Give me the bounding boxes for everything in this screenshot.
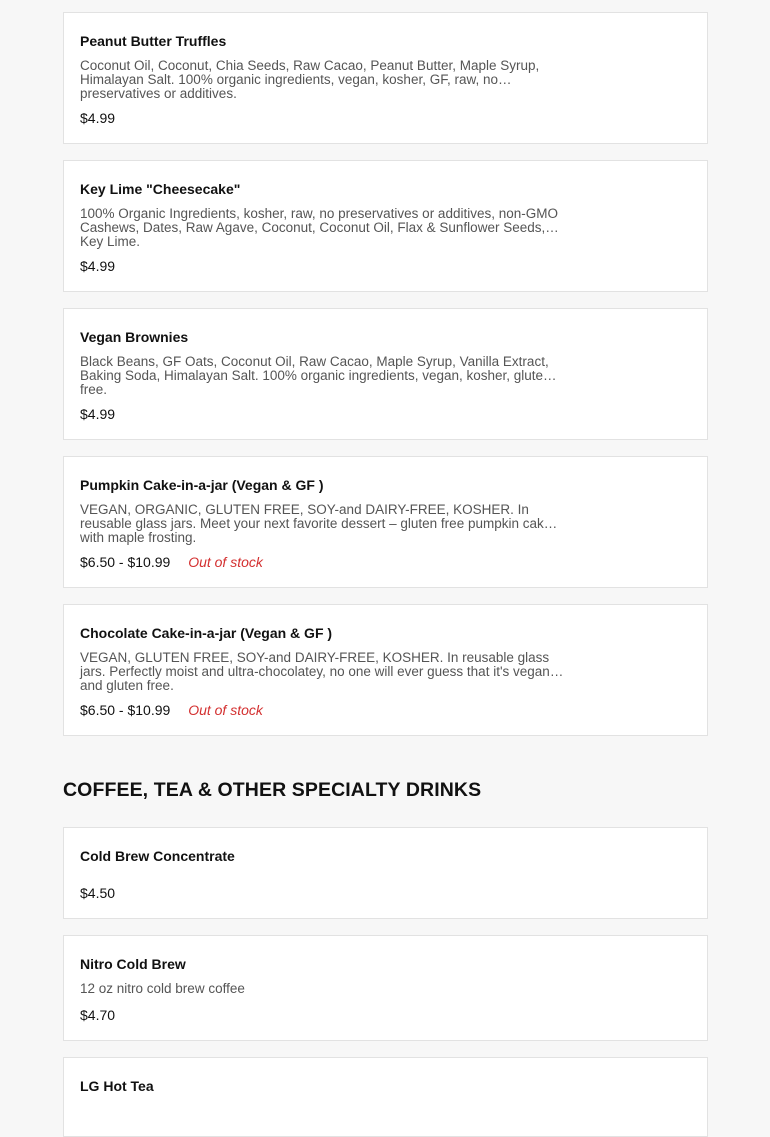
item-name: Vegan Brownies	[80, 329, 189, 345]
out-of-stock-badge: Out of stock	[188, 702, 263, 718]
item-description: 100% Organic Ingredients, kosher, raw, no preservatives or additives, non-GMO Cashews, Dates, Raw Agave, Coconut, Coconut Oil, Flax & Sunflower Seeds, Key Lime.	[80, 206, 558, 249]
menu-item-card[interactable]	[63, 456, 708, 588]
item-name: Cold Brew Concentrate	[80, 848, 235, 864]
item-price-row	[80, 1007, 115, 1023]
item-price-row	[80, 702, 263, 718]
menu-item-card[interactable]	[63, 12, 708, 144]
menu-item-card[interactable]	[63, 160, 708, 292]
item-name: LG Hot Tea	[80, 1078, 154, 1094]
item-price-row	[80, 554, 263, 570]
menu-item-card[interactable]	[63, 935, 708, 1041]
item-price: $4.99	[80, 110, 116, 126]
item-price: $6.50 - $10.99	[80, 702, 171, 718]
item-description: VEGAN, ORGANIC, GLUTEN FREE, SOY-and DAIRY-FREE, KOSHER. In reusable glass jars. Meet your next favorite dessert – gluten free pumpkin cake with maple frosting.	[80, 502, 552, 545]
out-of-stock-badge: Out of stock	[188, 554, 263, 570]
menu-item-card[interactable]	[63, 827, 708, 919]
item-price: $4.99	[80, 258, 116, 274]
menu-item-card[interactable]	[63, 604, 708, 736]
item-price: $4.70	[80, 1007, 116, 1023]
section-heading: COFFEE, TEA & OTHER SPECIALTY DRINKS	[63, 779, 482, 801]
item-price-row	[80, 885, 115, 901]
item-description: 12 oz nitro cold brew coffee	[80, 981, 245, 996]
item-description: Black Beans, GF Oats, Coconut Oil, Raw Cacao, Maple Syrup, Vanilla Extract, Baking Soda, Himalayan Salt. 100% organic ingredients, vegan, kosher, gluten free.	[80, 354, 551, 397]
item-price-row	[80, 258, 115, 274]
item-name: Key Lime "Cheesecake"	[80, 181, 241, 197]
item-name: Chocolate Cake-in-a-jar (Vegan & GF )	[80, 625, 333, 641]
item-name: Nitro Cold Brew	[80, 956, 186, 972]
item-name: Peanut Butter Truffles	[80, 33, 227, 49]
item-name: Pumpkin Cake-in-a-jar (Vegan & GF )	[80, 477, 324, 493]
item-price-row	[80, 406, 115, 422]
item-price: $6.50 - $10.99	[80, 554, 171, 570]
menu-item-card[interactable]	[63, 1057, 708, 1137]
item-description: Coconut Oil, Coconut, Chia Seeds, Raw Cacao, Peanut Butter, Maple Syrup, Himalayan Salt. 100% organic ingredients, vegan, kosher, GF, raw, no preservatives or additives.	[80, 58, 540, 101]
item-price-row	[80, 110, 115, 126]
item-price: $4.99	[80, 406, 116, 422]
item-description: VEGAN, GLUTEN FREE, SOY-and DAIRY-FREE, KOSHER. In reusable glass jars. Perfectly moist and ultra-chocolatey, no one will ever guess that it's vegan and gluten free.	[80, 650, 550, 693]
menu-item-card[interactable]	[63, 308, 708, 440]
item-price: $4.50	[80, 885, 116, 901]
